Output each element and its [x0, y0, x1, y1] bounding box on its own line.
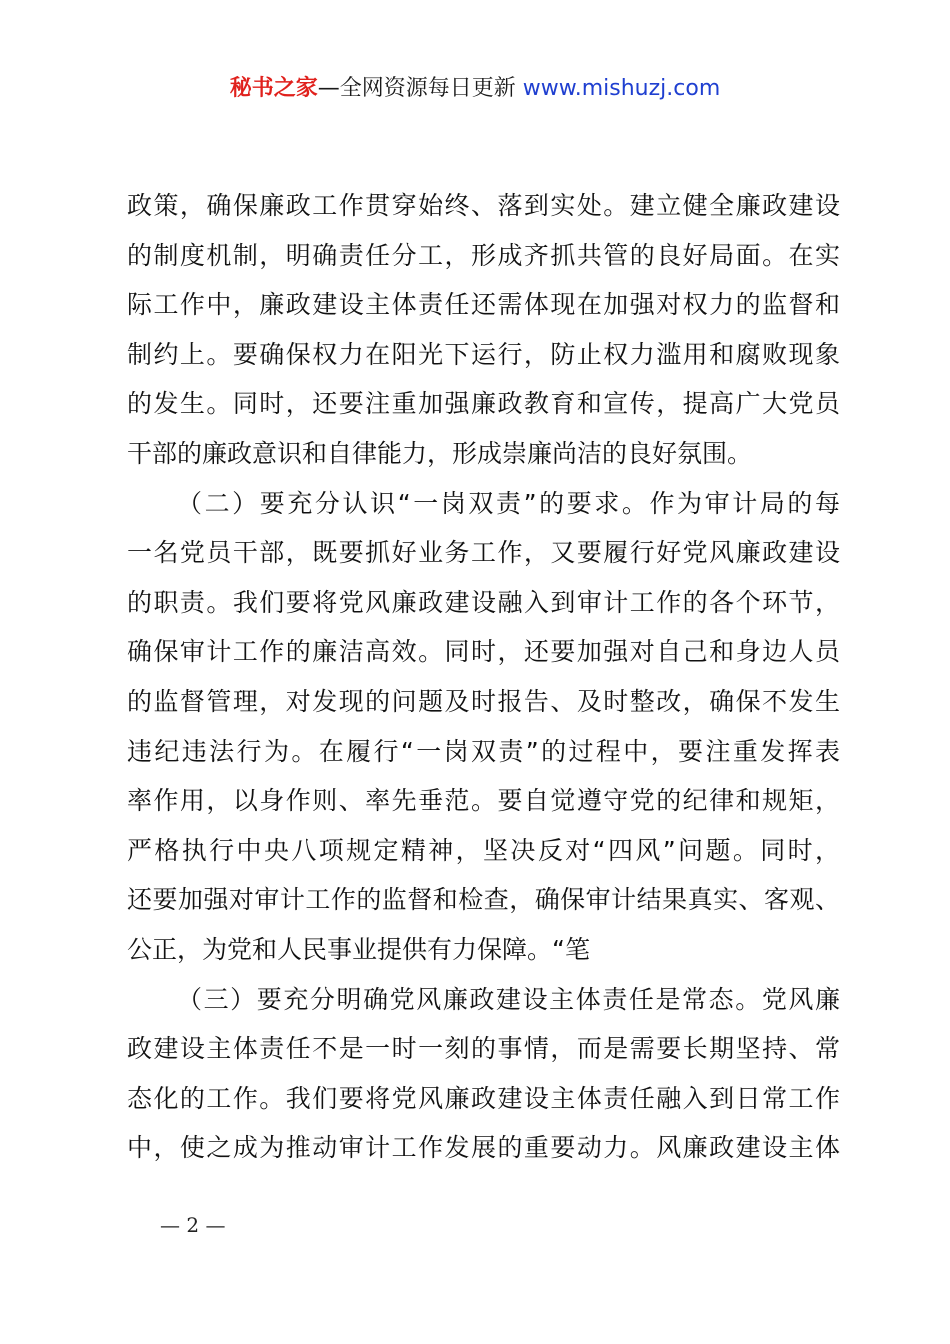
- section-heading-line: （二）要充分认识“一岗双责”的要求。作为审计局的每: [177, 488, 840, 518]
- header-tagline: —全网资源每日更新: [317, 76, 516, 101]
- text-line: 率作用，以身作则、率先垂范。要自觉遵守党的纪律和规矩，: [127, 786, 840, 816]
- section-heading-line: （三）要充分明确党风廉政建设主体责任是常态。党风廉: [177, 984, 840, 1014]
- text-line: 确保审计工作的廉洁高效。同时，还要加强对自己和身边人员: [127, 637, 840, 667]
- header-url[interactable]: www.mishuzj.com: [522, 76, 721, 101]
- text-line: 政策，确保廉政工作贯穿始终、落到实处。建立健全廉政建设: [127, 191, 840, 220]
- text-line: 政建设主体责任不是一时一刻的事情，而是需要长期坚持、常: [127, 1034, 840, 1064]
- text-line: 公正，为党和人民事业提供有力保障。“笔: [127, 934, 590, 964]
- text-line: 违纪违法行为。在履行“一岗双责”的过程中，要注重发挥表: [127, 736, 840, 766]
- text-line: 严格执行中央八项规定精神，坚决反对“四风”问题。同时，: [127, 835, 840, 865]
- text-line: 的制度机制，明确责任分工，形成齐抓共管的良好局面。在实: [127, 240, 840, 270]
- text-line: 的监督管理，对发现的问题及时报告、及时整改，确保不发生: [127, 686, 840, 716]
- page-number: — 2 —: [160, 1213, 226, 1237]
- text-line: 态化的工作。我们要将党风廉政建设主体责任融入到日常工作: [127, 1083, 840, 1113]
- text-line: 中，使之成为推动审计工作发展的重要动力。风廉政建设主体: [127, 1133, 840, 1163]
- text-line: 还要加强对审计工作的监督和检查，确保审计结果真实、客观、: [127, 885, 840, 915]
- text-line: 干部的廉政意识和自律能力，形成崇廉尚洁的良好氛围。: [127, 438, 753, 468]
- text-line: 的职责。我们要将党风廉政建设融入到审计工作的各个环节，: [127, 587, 840, 617]
- text-line: 的发生。同时，还要注重加强廉政教育和宣传，提高广大党员: [127, 389, 840, 419]
- text-line: 制约上。要确保权力在阳光下运行，防止权力滥用和腐败现象: [127, 339, 840, 369]
- brand-name: 秘书之家: [229, 76, 318, 101]
- page-header: [0, 72, 950, 106]
- text-line: 一名党员干部，既要抓好业务工作，又要履行好党风廉政建设: [127, 538, 840, 568]
- document-body: [127, 181, 840, 1173]
- text-line: 际工作中，廉政建设主体责任还需体现在加强对权力的监督和: [127, 290, 840, 320]
